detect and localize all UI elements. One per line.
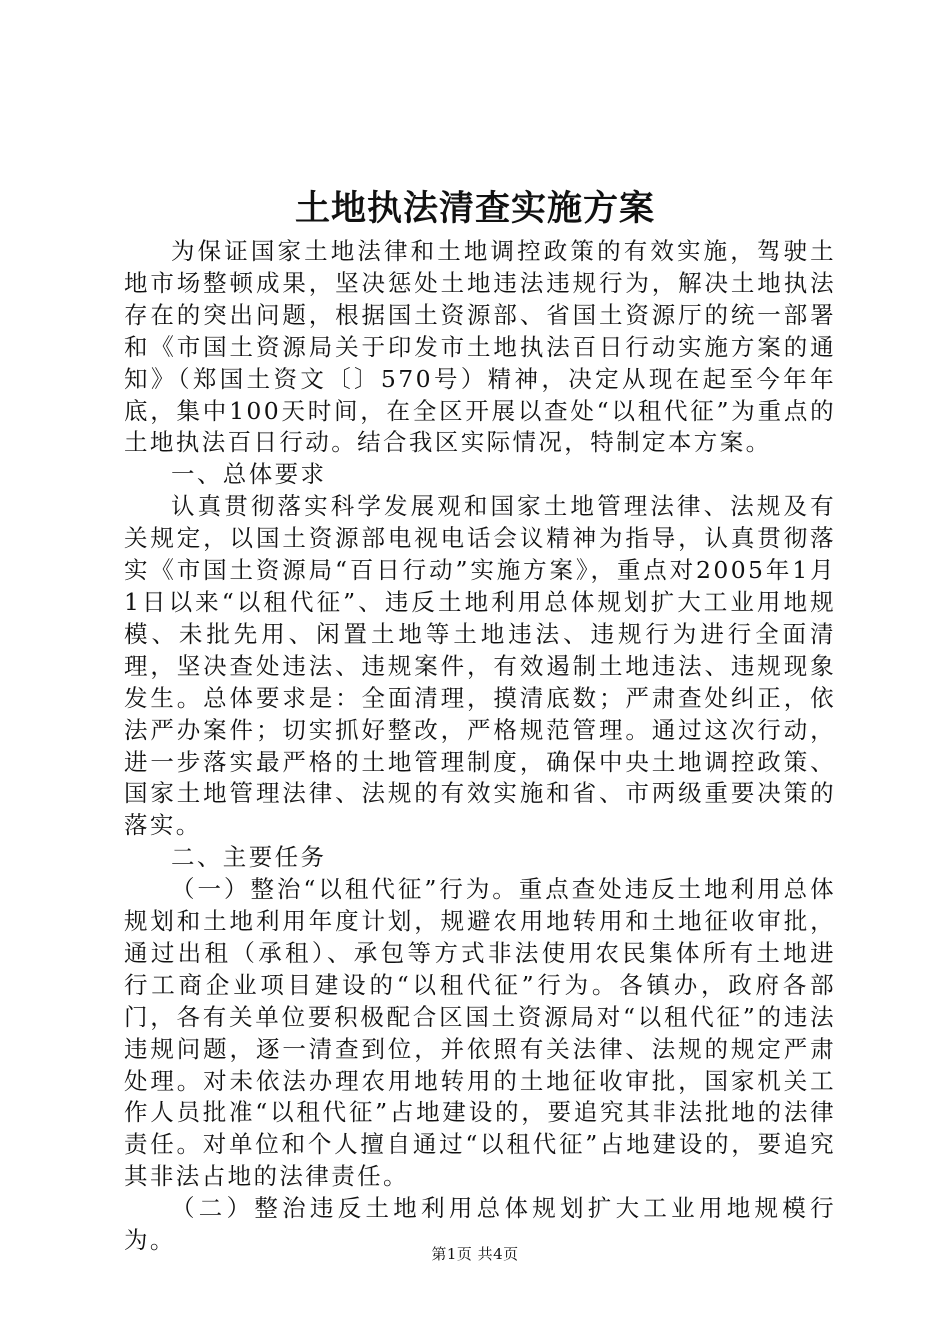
page-footer: 第1页 共4页	[431, 1245, 519, 1263]
document-body	[124, 236, 836, 1257]
intro-paragraph: 为保证国家土地法律和土地调控政策的有效实施，驾驶土地市场整顿成果，坚决惩处土地违法违规行为，解决土地执法存在的突出问题，根据国土资源部、省国土资源厅的统一部署和《市国土资源局关于印发市土地执法百日行动实施方案的通知》（郑国土资文〔〕570号）精神，决定从现在起至今年年底，集中100天时间，在全区开展以查处“以租代征”为重点的土地执法百日行动。结合我区实际情况，特制定本方案。	[124, 237, 836, 457]
general-requirements-paragraph: 认真贯彻落实科学发展观和国家土地管理法律、法规及有关规定，以国土资源部电视电话会议精神为指导，认真贯彻落实《市国土资源局“百日行动”实施方案》，重点对2005年1月1日以来“以租代征”、违反土地利用总体规划扩大工业用地规模、未批先用、闲置土地等土地违法、违规行为进行全面清理，坚决查处违法、违规案件，有效遏制土地违法、违规现象发生。总体要求是：全面清理，摸清底数；严肃查处纠正，依法严办案件；切实抓好整改，严格规范管理。通过这次行动，进一步落实最严格的土地管理制度，确保中央土地调控政策、国家土地管理法律、法规的有效实施和省、市两级重要决策的落实。	[124, 492, 836, 840]
task-two-paragraph: （二）整治违反土地利用总体规划扩大工业用地规模行为。	[124, 1194, 836, 1255]
section-heading-main-tasks: 二、主要任务	[171, 843, 327, 872]
section-heading-general-requirements: 一、总体要求	[171, 460, 327, 489]
task-one-paragraph: （一）整治“以租代征”行为。重点查处违反土地利用总体规划和土地利用年度计划，规避农用地转用和土地征收审批，通过出租（承租）、承包等方式非法使用农民集体所有土地进行工商企业项目建设的“以租代征”行为。各镇办，政府各部门，各有关单位要积极配合区国土资源局对“以租代征”的违法违规问题，逐一清查到位，并依照有关法律、法规的规定严肃处理。对未依法办理农用地转用的土地征收审批，国家机关工作人员批准“以租代征”占地建设的，要追究其非法批地的法律责任。对单位和个人擅自通过“以租代征”占地建设的，要追究其非法占地的法律责任。	[124, 875, 836, 1191]
document-title: 土地执法清查实施方案	[294, 188, 655, 229]
